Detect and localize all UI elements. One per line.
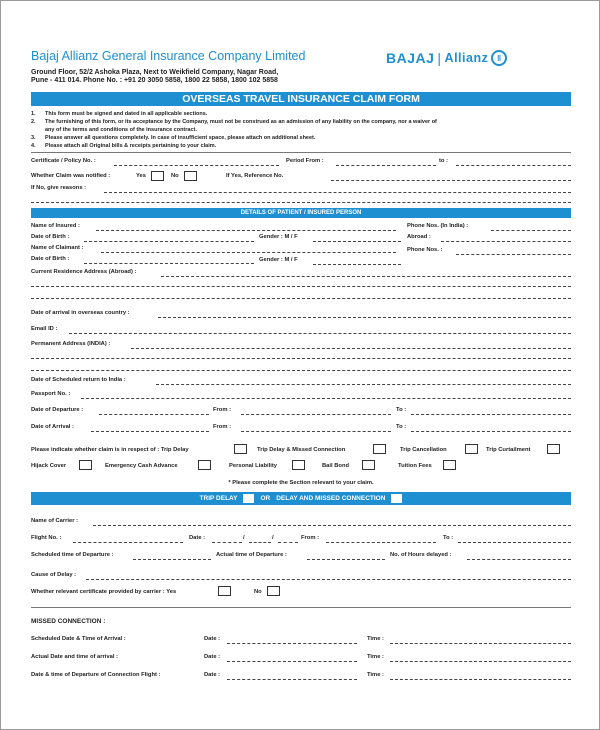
dob-label: Date of Birth : [31,234,70,240]
abroad-label: Abroad : [407,234,431,240]
reference-label: If Yes, Reference No. [226,173,284,179]
phone-nos-field[interactable] [456,254,571,255]
logo-bajaj-text: BAJAJ [386,50,435,66]
arrival-field[interactable] [158,317,571,318]
permanent-address-line2[interactable] [31,358,571,359]
cause-label: Cause of Delay : [31,572,77,578]
instruction-3: 3. Please answer all questions completely. In case of insufficient space, please attach on additional sheet. [31,135,316,141]
patient-section-title: DETAILS OF PATIENT / INSURED PERSON [31,208,571,218]
period-from-field[interactable] [336,165,436,166]
current-address-label: Current Residence Address (Abroad) : [31,269,137,275]
arrival2-label: Date of Arrival : [31,424,74,430]
missed-row-3-time-field[interactable] [390,679,571,680]
carrier-field[interactable] [93,525,571,526]
date-separator: / [272,535,274,541]
permanent-address-field[interactable] [131,348,571,349]
instruction-4: 4. Please attach all Original bills & receipts pertaining to your claim. [31,143,217,149]
scheduled-return-field[interactable] [156,384,571,385]
scheduled-dep-field[interactable] [133,559,211,560]
date-separator: / [243,535,245,541]
phone-nos-label: Phone Nos. : [407,247,443,253]
company-name: Bajaj Allianz General Insurance Company Limited [31,49,306,63]
trip-delay-bar-or: OR [260,495,271,502]
passport-field[interactable] [81,398,571,399]
missed-row-3-date-label: Date : [204,672,221,678]
reasons-field[interactable] [104,192,571,193]
company-address-line1: Ground Floor, 52/2 Ashoka Plaza, Next to Weikfield Company, Nagar Road, [31,69,279,76]
missed-row-3-time-label: Time : [367,672,384,678]
period-from-label: Period From : [286,158,324,164]
tuition-fees-label: Tuition Fees [398,463,432,469]
gender2-label: Gender : M / F [259,257,298,263]
missed-row-2-date-field[interactable] [227,661,357,662]
cause-field[interactable] [86,579,571,580]
name-insured-label: Name of Insured : [31,223,80,229]
departure-from-label: From : [213,407,232,413]
delay-missed-label: Trip Delay & Missed Connection [257,447,346,453]
hijack-checkbox[interactable] [79,460,92,470]
flight-date-mm[interactable] [249,542,271,543]
certificate-field[interactable] [114,165,279,166]
reasons-field-line2[interactable] [31,202,571,203]
form-title: OVERSEAS TRAVEL INSURANCE CLAIM FORM [31,92,571,106]
arrival2-field[interactable] [91,431,209,432]
claim-no-checkbox[interactable] [184,171,197,181]
delay-missed-bar-label: DELAY AND MISSED CONNECTION [276,495,386,502]
trip-delay-bar-label: TRIP DELAY [199,495,238,502]
dob2-field[interactable] [84,263,254,264]
gender-label: Gender : M / F [259,234,298,240]
certificate-no-label: No [254,589,262,595]
departure-to-field[interactable] [411,414,571,415]
emergency-cash-label: Emergency Cash Advance [105,463,178,469]
trip-delay-section-checkbox[interactable] [243,494,254,503]
flight-to-label: To : [443,535,454,541]
gender-field[interactable] [313,241,401,242]
flight-date-label: Date : [189,535,206,541]
passport-label: Passport No. : [31,391,71,397]
missed-row-1-label: Scheduled Date & Time of Arrival : [31,636,126,642]
email-field[interactable] [69,333,571,334]
bajaj-allianz-logo: BAJAJ | Allianz ‖ [386,50,507,66]
name-insured-field[interactable] [96,230,396,231]
claim-no-label: No [171,173,179,179]
delay-missed-section-checkbox[interactable] [391,494,402,503]
missed-row-2-time-label: Time : [367,654,384,660]
scheduled-dep-label: Scheduled time of Departure : [31,552,114,558]
claim-type-lead: Please indicate whether claim is in respect of : Trip Delay [31,447,189,453]
missed-row-3-label: Date & time of Departure of Connection Flight : [31,672,161,678]
departure-from-field[interactable] [241,414,391,415]
missed-row-2-date-label: Date : [204,654,221,660]
missed-row-1-time-field[interactable] [390,643,571,644]
hours-delayed-field[interactable] [467,559,571,560]
logo-allianz-text: Allianz [444,51,489,65]
period-to-label: to : [439,158,449,164]
personal-liability-checkbox[interactable] [292,460,305,470]
dob2-label: Date of Birth : [31,256,70,262]
trip-curtailment-label: Trip Curtailment [486,447,531,453]
bail-bond-checkbox[interactable] [362,460,375,470]
trip-delay-bar [31,492,571,505]
trip-cancellation-checkbox[interactable] [465,444,478,454]
personal-liability-label: Personal Liability [229,463,277,469]
departure-to-label: To : [396,407,407,413]
period-to-field[interactable] [456,165,571,166]
missed-row-2-label: Actual Date and time of arrival : [31,654,118,660]
flight-date-yy[interactable] [278,542,298,543]
flight-field[interactable] [73,542,183,543]
permanent-address-label: Permanent Address (INDIA) : [31,341,111,347]
claim-yes-label: Yes [136,173,146,179]
delay-missed-checkbox[interactable] [373,444,386,454]
current-address-field[interactable] [161,276,571,277]
missed-row-2-time-field[interactable] [390,661,571,662]
flight-from-field[interactable] [326,542,436,543]
trip-cancellation-label: Trip Cancellation [400,447,447,453]
company-address-line2: Pune - 411 014. Phone No. : +91 20 3050 5858, 1800 22 5858, 1800 102 5858 [31,77,278,84]
phone-india-label: Phone Nos. (In India) : [407,223,469,229]
arrival2-to-field[interactable] [411,431,571,432]
gender2-field[interactable] [313,264,401,265]
email-label: Email ID : [31,326,58,332]
claim-notified-label: Whether Claim was notified : [31,173,111,179]
hours-delayed-label: No. of Hours delayed : [390,552,452,558]
flight-label: Flight No. : [31,535,62,541]
hijack-label: Hijack Cover [31,463,67,469]
tuition-fees-checkbox[interactable] [443,460,456,470]
actual-dep-field[interactable] [307,559,385,560]
dob-field[interactable] [84,241,254,242]
certificate-label: Certificate / Policy No. : [31,158,96,164]
scheduled-return-label: Date of Scheduled return to India : [31,377,126,383]
current-address-line3[interactable] [31,298,571,299]
abroad-field[interactable] [441,241,571,242]
flight-date-dd[interactable] [212,542,242,543]
section-note: * Please complete the Section relevant to your claim. [228,480,374,486]
phone-india-field[interactable] [491,230,571,231]
carrier-certificate-label: Whether relevant certificate provided by carrier : Yes [31,589,177,595]
reasons-label: If No, give reasons : [31,185,87,191]
arrival2-from-label: From : [213,424,232,430]
instruction-2-cont: any of the terms and conditions of the insurance contract. [45,127,197,133]
instruction-1: 1. This form must be signed and dated in all applicable sections. [31,111,208,117]
departure-label: Date of Departure : [31,407,84,413]
arrival2-to-label: To : [396,424,407,430]
arrival2-from-field[interactable] [241,431,391,432]
reference-field[interactable] [331,180,571,181]
departure-field[interactable] [99,414,209,415]
missed-row-3-date-field[interactable] [227,679,357,680]
claim-yes-checkbox[interactable] [151,171,164,181]
carrier-label: Name of Carrier : [31,518,79,524]
divider [31,607,571,608]
emergency-cash-checkbox[interactable] [198,460,211,470]
arrival-label: Date of arrival in overseas country : [31,310,130,316]
instruction-2: 2. The furnishing of this form, or its acceptance by the Company, must not be construed as an admission of any liability on the company, nor a waiver of [31,119,437,125]
trip-delay-checkbox[interactable] [234,444,247,454]
current-address-line2[interactable] [31,286,571,287]
name-claimant-label: Name of Claimant : [31,245,84,251]
certificate-no-checkbox[interactable] [267,586,280,596]
permanent-address-line3[interactable] [31,370,571,371]
flight-to-field[interactable] [458,542,571,543]
missed-row-1-time-label: Time : [367,636,384,642]
divider [31,152,571,153]
trip-curtailment-checkbox[interactable] [547,444,560,454]
name-claimant-field[interactable] [101,252,396,253]
allianz-eagle-icon: ‖ [491,50,507,66]
missed-connection-heading: MISSED CONNECTION : [31,618,106,625]
flight-from-label: From : [301,535,320,541]
actual-dep-label: Actual time of Departure : [216,552,287,558]
missed-row-1-date-field[interactable] [227,643,357,644]
missed-row-1-date-label: Date : [204,636,221,642]
bail-bond-label: Bail Bond [322,463,350,469]
certificate-yes-checkbox[interactable] [218,586,231,596]
